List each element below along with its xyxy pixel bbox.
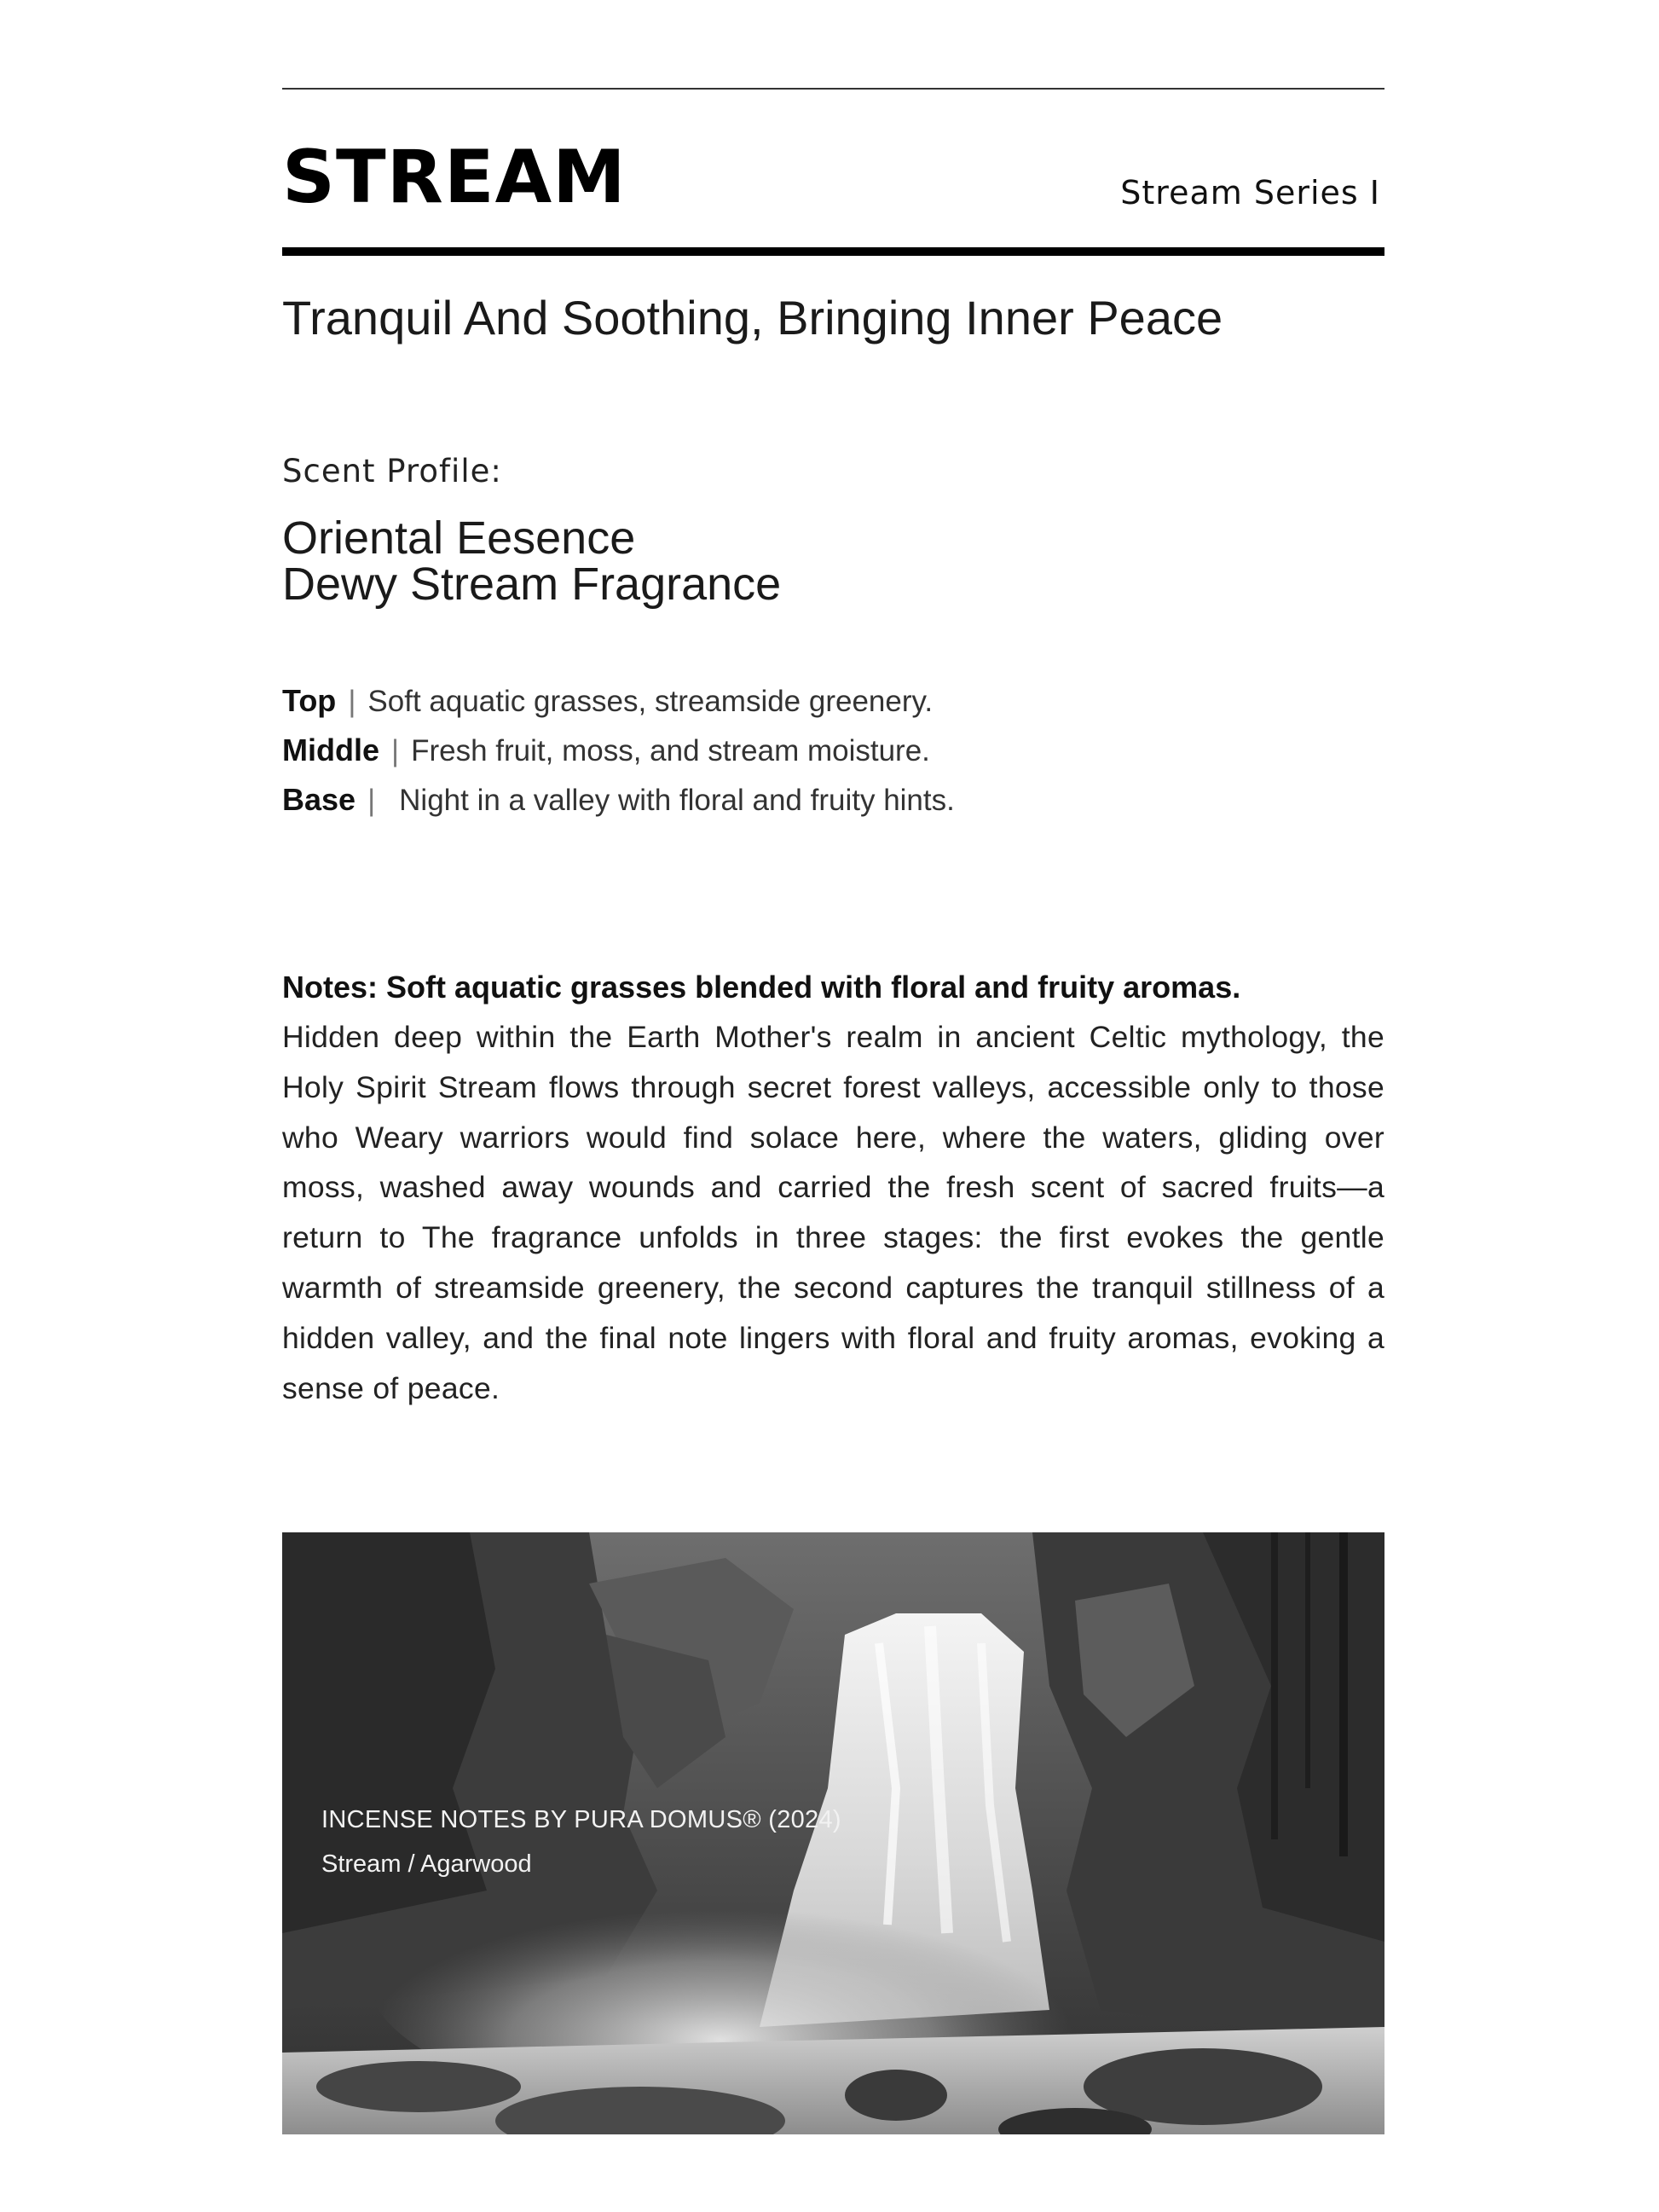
caption-product: Stream / Agarwood bbox=[321, 1850, 532, 1878]
description-block bbox=[282, 963, 1384, 1413]
description-paragraph: Hidden deep within the Earth Mother's realm in ancient Celtic mythology, the Holy Spirit Stream flows through secret forest valleys, accessible only to those who Weary warriors would find solace here, where the waters, gliding over moss, washed away wounds and carried the fresh scent of sacred fruits—a return to The fragrance unfolds in three stages: the first evokes the gentle warmth of streamside greenery, the second captures the tranquil stillness of a hidden valley, and the final note lingers with floral and fruity aromas, evoking a sense of peace. bbox=[282, 1020, 1384, 1405]
note-top bbox=[282, 676, 1384, 726]
scent-profile-line-2: Dewy Stream Fragrance bbox=[282, 559, 782, 610]
scent-profile-name bbox=[282, 512, 782, 610]
notes-list bbox=[282, 676, 1384, 825]
note-separator: | bbox=[391, 734, 400, 767]
note-key: Base bbox=[282, 782, 356, 817]
note-text: Soft aquatic grasses, streamside greenery. bbox=[367, 685, 934, 718]
note-separator: | bbox=[348, 685, 356, 718]
photo-caption bbox=[321, 1798, 841, 1886]
caption-credit: INCENSE NOTES BY PURA DOMUS® (2024) bbox=[321, 1806, 841, 1833]
note-text: Fresh fruit, moss, and stream moisture. bbox=[411, 734, 930, 767]
note-key: Top bbox=[282, 683, 337, 718]
description-lead: Notes: Soft aquatic grasses blended with floral and fruity aromas. bbox=[282, 970, 1241, 1005]
note-text: Night in a valley with floral and fruity hints. bbox=[399, 784, 955, 817]
brand-title: STREAM bbox=[282, 135, 627, 220]
note-middle bbox=[282, 726, 1384, 775]
scent-profile-label: Scent Profile: bbox=[282, 453, 502, 489]
note-key: Middle bbox=[282, 733, 379, 767]
product-page bbox=[282, 0, 1384, 2212]
note-separator: | bbox=[367, 784, 376, 817]
top-divider bbox=[282, 88, 1384, 90]
scent-profile-line-1: Oriental Eesence bbox=[282, 512, 636, 564]
header-divider bbox=[282, 247, 1384, 256]
note-base bbox=[282, 775, 1384, 825]
tagline: Tranquil And Soothing, Bringing Inner Peace bbox=[282, 291, 1223, 345]
series-label: Stream Series Ⅰ bbox=[1120, 174, 1380, 211]
